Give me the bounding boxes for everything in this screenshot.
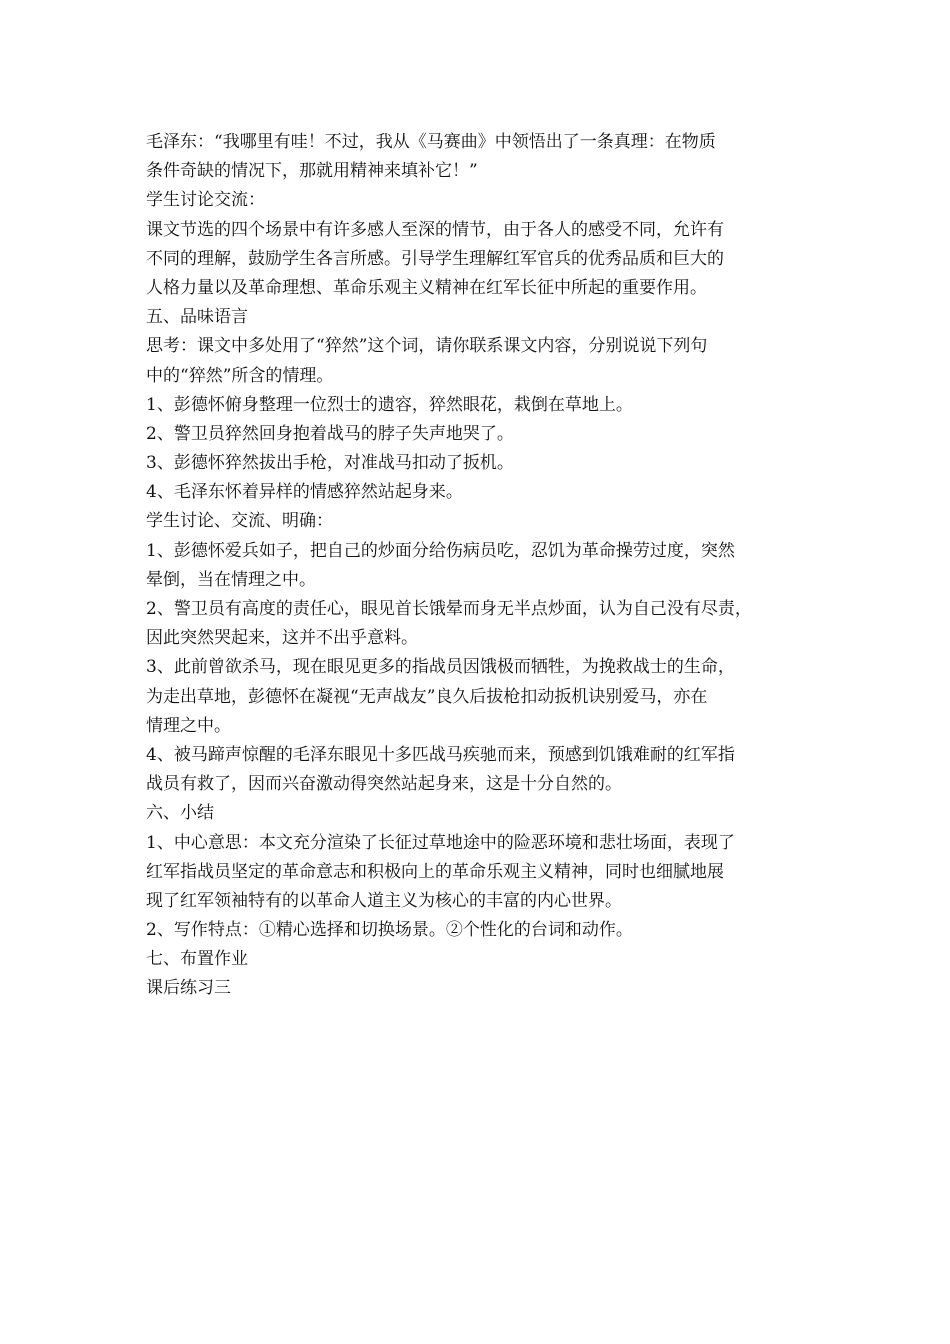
list-item: 4、被马蹄声惊醒的毛泽东眼见十多匹战马疾驰而来，预感到饥饿难耐的红军指: [146, 744, 735, 765]
text-line: 学生讨论交流：: [146, 190, 265, 211]
text-line: 条件奇缺的情况下，那就用精神来填补它！”: [146, 161, 478, 182]
list-item: 1、中心意思：本文充分渲染了长征过草地途中的险恶环境和悲壮场面，表现了: [146, 832, 735, 853]
text-line: 红军指战员坚定的革命意志和积极向上的革命乐观主义精神，同时也细腻地展: [146, 861, 724, 882]
list-item: 2、警卫员猝然回身抱着战马的脖子失声地哭了。: [146, 423, 514, 444]
document-body: [146, 128, 816, 1004]
section-heading: 七、布置作业: [146, 949, 248, 970]
text-line: 思考：课文中多处用了“猝然”这个词，请你联系课文内容，分别说说下列句: [146, 336, 708, 357]
list-item: 2、警卫员有高度的责任心，眼见首长饿晕而身无半点炒面，认为自己没有尽责，: [146, 599, 752, 619]
text-line: 情理之中。: [146, 715, 231, 736]
section-heading: 六、小结: [146, 803, 214, 824]
text-line: 学生讨论、交流、明确：: [146, 511, 333, 532]
list-item: 1、彭德怀俯身整理一位烈士的遗容，猝然眼花，栽倒在草地上。: [146, 394, 633, 415]
text-line: 课后练习三: [146, 978, 231, 999]
list-item: 2、写作特点：①精心选择和切换场景。②个性化的台词和动作。: [146, 920, 633, 941]
section-heading: 五、品味语言: [146, 307, 248, 328]
text-line: 晕倒，当在情理之中。: [146, 569, 316, 590]
text-line: 毛泽东：“我哪里有哇！不过，我从《马赛曲》中领悟出了一条真理：在物质: [146, 132, 716, 152]
text-line: 课文节选的四个场景中有许多感人至深的情节，由于各人的感受不同，允许有: [146, 219, 724, 240]
list-item: 1、彭德怀爱兵如子，把自己的炒面分给伤病员吃，忍饥为革命操劳过度，突然: [146, 540, 735, 561]
text-line: 中的“猝然”所含的情理。: [146, 365, 334, 386]
text-line: 人格力量以及革命理想、革命乐观主义精神在红军长征中所起的重要作用。: [146, 277, 707, 298]
list-item: 4、毛泽东怀着异样的情感猝然站起身来。: [146, 482, 463, 503]
text-line: 不同的理解，鼓励学生各言所感。引导学生理解红军官兵的优秀品质和巨大的: [146, 248, 724, 269]
text-line: 战员有救了，因而兴奋激动得突然站起身来，这是十分自然的。: [146, 774, 622, 795]
text-line: 为走出草地，彭德怀在凝视“无声战友”良久后拔枪扣动扳机诀别爱马，亦在: [146, 686, 708, 707]
text-line: 因此突然哭起来，这并不出乎意料。: [146, 628, 418, 649]
list-item: 3、彭德怀猝然拔出手枪，对准战马扣动了扳机。: [146, 453, 514, 474]
text-line: 现了红军领袖特有的以革命人道主义为核心的丰富的内心世界。: [146, 890, 622, 911]
list-item: 3、此前曾欲杀马，现在眼见更多的指战员因饿极而牺牲，为挽救战士的生命，: [146, 657, 735, 678]
